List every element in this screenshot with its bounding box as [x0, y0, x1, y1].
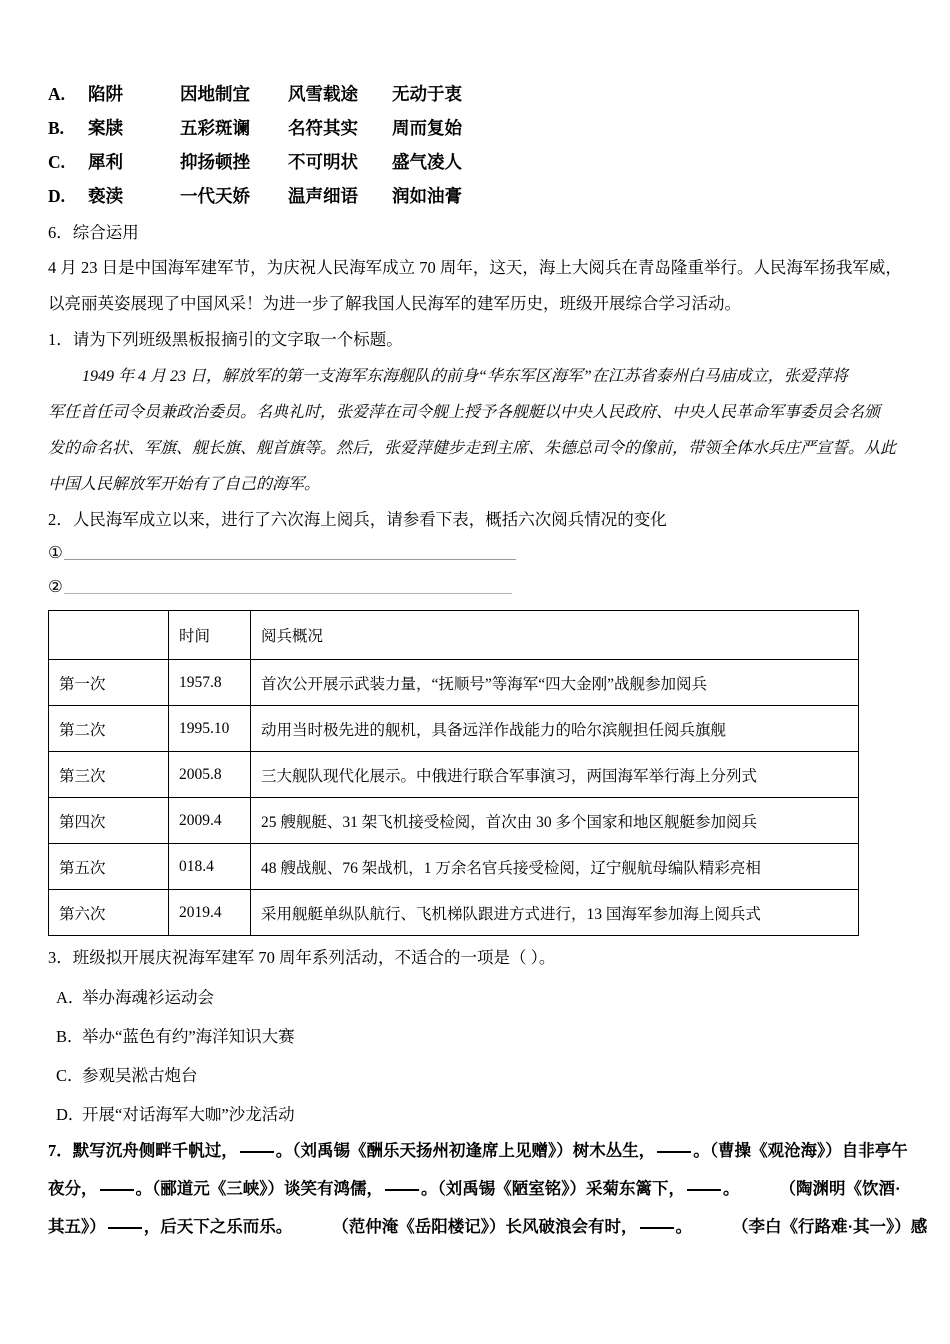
- mc-option-b[interactable]: [48, 112, 904, 146]
- mc-option-b-word-4: 周而复始: [392, 118, 462, 139]
- question-7-line-1: [48, 1132, 908, 1170]
- mc-option-b-word-3: 名符其实: [288, 118, 358, 139]
- q3-option-a[interactable]: [48, 976, 904, 1015]
- mc-option-b-word-1: 案牍: [88, 118, 123, 139]
- mc-option-a-word-4: 无动于衷: [392, 84, 462, 105]
- q7-l2-seg-c: 。（刘禹锡《陋室铭》）采菊东篱下，: [421, 1179, 685, 1198]
- table-header-time: 时间: [169, 611, 251, 660]
- table-cell-overview: 48 艘战舰、76 架战机，1 万余名官兵接受检阅，辽宁舰航母编队精彩亮相: [251, 844, 859, 890]
- q7-l1-seg-b: 。（刘禹锡《酬乐天扬州初逢席上见赠》）树木丛生，: [275, 1141, 656, 1160]
- q7-blank-2[interactable]: [657, 1151, 691, 1153]
- table-cell-ordinal: 第二次: [49, 706, 169, 752]
- mc-option-a-word-2: 因地制宜: [180, 84, 250, 105]
- table-cell-ordinal: 第四次: [49, 798, 169, 844]
- passage-line-1: 1949 年 4 月 23 日，解放军的第一支海军东海舰队的前身“华东军区海军”在江苏省泰州白马庙成立，张爱萍将: [82, 367, 848, 385]
- q7-blank-5[interactable]: [687, 1189, 721, 1191]
- q3-option-a-letter: A．: [56, 987, 85, 1007]
- q3-option-b-letter: B．: [56, 1026, 84, 1046]
- q7-l2-seg-a: 夜分，: [48, 1179, 98, 1198]
- q3-option-b[interactable]: [48, 1015, 904, 1054]
- question-6-sub-3-prompt: 3．班级拟开展庆祝海军建军 70 周年系列活动，不适合的一项是（ ）。: [48, 948, 556, 967]
- table-cell-overview: 采用舰艇单纵队航行、飞机梯队跟进方式进行，13 国海军参加海上阅兵式: [251, 890, 859, 936]
- answer-blank-2-rule[interactable]: [64, 593, 512, 594]
- mc-option-d-word-4: 润如油膏: [392, 186, 462, 207]
- table-cell-overview: 三大舰队现代化展示。中俄进行联合军事演习，两国海军举行海上分列式: [251, 752, 859, 798]
- mc-option-a[interactable]: [48, 78, 904, 112]
- q3-option-d-text: 开展“对话海军大咖”沙龙活动: [82, 1104, 295, 1124]
- question-7-line-2: [48, 1170, 904, 1208]
- mc-option-d-letter: D.: [48, 186, 66, 207]
- blackboard-passage: [48, 356, 904, 500]
- naval-review-table: [48, 610, 859, 936]
- q3-option-b-text: 举办“蓝色有约”海洋知识大赛: [82, 1026, 295, 1046]
- document-content: [48, 78, 928, 1246]
- q7-l1-seg-a: 7．默写沉舟侧畔千帆过，: [48, 1141, 238, 1160]
- table-row: [49, 890, 859, 936]
- q7-l2-seg-e: （陶渊明《饮酒·: [779, 1179, 901, 1198]
- q3-option-c-text: 参观吴淞古炮台: [82, 1065, 198, 1085]
- q7-l3-seg-d: 。: [675, 1217, 692, 1236]
- mc-option-b-word-2: 五彩斑谰: [180, 118, 250, 139]
- table-cell-time: 2005.8: [169, 752, 251, 798]
- question-6-label: 6．综合运用: [48, 223, 139, 242]
- q7-l2-seg-b: 。（郦道元《三峡》）谈笑有鸿儒，: [135, 1179, 383, 1198]
- table-cell-ordinal: 第一次: [49, 660, 169, 706]
- q7-blank-6[interactable]: [108, 1227, 142, 1229]
- table-row: [49, 660, 859, 706]
- table-cell-overview: 动用当时极先进的舰机，具备远洋作战能力的哈尔滨舰担任阅兵旗舰: [251, 706, 859, 752]
- q3-option-c[interactable]: [48, 1054, 904, 1093]
- table-row: [49, 706, 859, 752]
- q7-blank-4[interactable]: [385, 1189, 419, 1191]
- answer-blank-2-marker: ②: [48, 577, 63, 596]
- table-cell-overview: 首次公开展示武装力量，“抚顺号”等海军“四大金刚”战舰参加阅兵: [251, 660, 859, 706]
- multiple-choice-block: [48, 78, 904, 214]
- mc-option-c-word-4: 盛气凌人: [392, 152, 462, 173]
- table-cell-time: 2019.4: [169, 890, 251, 936]
- q7-blank-3[interactable]: [100, 1189, 134, 1191]
- answer-blank-1-marker: ①: [48, 543, 63, 562]
- mc-option-d-word-3: 温声细语: [288, 186, 358, 207]
- question-6-intro-line-1: 4 月 23 日是中国海军建军节，为庆祝人民海军成立 70 周年，这天，海上大阅兵在青岛隆重举行。人民海军扬我军威，: [48, 258, 902, 277]
- question-6-sub-2-prompt: 2．人民海军成立以来，进行了六次海上阅兵，请参看下表，概括六次阅兵情况的变化: [48, 510, 667, 529]
- q7-l3-seg-c: （范仲淹《岳阳楼记》）长风破浪会有时，: [332, 1217, 638, 1236]
- passage-line-4: 中国人民解放军开始有了自己的海军。: [48, 475, 321, 493]
- table-header-row: [49, 611, 859, 660]
- q3-option-d-letter: D．: [56, 1104, 85, 1124]
- q7-l2-seg-d: 。: [723, 1179, 740, 1198]
- passage-line-2: 军任首任司令员兼政治委员。名典礼时，张爱萍在司令舰上授予各舰艇以中央人民政府、中央人民革命军事委员会名颁: [48, 403, 881, 421]
- table-row: [49, 798, 859, 844]
- table-cell-ordinal: 第六次: [49, 890, 169, 936]
- answer-blank-1[interactable]: [48, 536, 904, 570]
- question-6-sub-1-prompt: 1．请为下列班级黑板报摘引的文字取一个标题。: [48, 330, 403, 349]
- table-cell-time: 2009.4: [169, 798, 251, 844]
- mc-option-b-letter: B.: [48, 118, 65, 139]
- question-7-block: [48, 1132, 928, 1246]
- table-cell-time: 1957.8: [169, 660, 251, 706]
- mc-option-c-word-2: 抑扬顿挫: [180, 152, 250, 173]
- q7-blank-7[interactable]: [640, 1227, 674, 1229]
- table-cell-ordinal: 第五次: [49, 844, 169, 890]
- table-cell-overview: 25 艘舰艇、31 架飞机接受检阅，首次由 30 多个国家和地区舰艇参加阅兵: [251, 798, 859, 844]
- q7-l1-seg-c: 。（曹操《观沧海》）自非亭午: [693, 1141, 908, 1160]
- table-row: [49, 844, 859, 890]
- table-cell-ordinal: 第三次: [49, 752, 169, 798]
- mc-option-a-letter: A.: [48, 84, 66, 105]
- mc-option-c-word-3: 不可明状: [288, 152, 358, 173]
- q7-l3-seg-e: （李白《行路难·其一》）感: [732, 1217, 928, 1236]
- answer-blank-2[interactable]: [48, 570, 904, 604]
- q3-option-a-text: 举办海魂衫运动会: [82, 987, 214, 1007]
- mc-option-d[interactable]: [48, 180, 904, 214]
- question-7-line-3: [48, 1208, 928, 1246]
- q7-blank-1[interactable]: [240, 1151, 274, 1153]
- table-cell-time: 018.4: [169, 844, 251, 890]
- q7-l3-seg-b: ，后天下之乐而乐。: [143, 1217, 293, 1236]
- passage-line-3: 发的命名状、军旗、舰长旗、舰首旗等。然后，张爱萍健步走到主席、朱德总司令的像前，带领全体水兵庄严宣誓。从此: [48, 439, 897, 457]
- table-cell-time: 1995.10: [169, 706, 251, 752]
- table-header-blank: [49, 611, 169, 660]
- mc-option-c-word-1: 犀利: [88, 152, 123, 173]
- mc-option-c[interactable]: [48, 146, 904, 180]
- mc-option-a-word-1: 陷阱: [88, 84, 123, 105]
- mc-option-d-word-2: 一代天娇: [180, 186, 250, 207]
- table-header-overview: 阅兵概况: [251, 611, 859, 660]
- table-row: [49, 752, 859, 798]
- q7-l3-seg-a: 其五》）: [48, 1217, 106, 1236]
- q3-option-c-letter: C．: [56, 1065, 84, 1085]
- mc-option-c-letter: C.: [48, 152, 66, 173]
- q3-option-d[interactable]: [48, 1093, 904, 1132]
- question-6-intro-line-2: 以亮丽英姿展现了中国风采！为进一步了解我国人民海军的建军历史，班级开展综合学习活动。: [48, 294, 741, 313]
- mc-option-a-word-3: 风雪载途: [288, 84, 358, 105]
- mc-option-d-word-1: 亵渎: [88, 186, 123, 207]
- answer-blank-1-rule[interactable]: [64, 559, 516, 560]
